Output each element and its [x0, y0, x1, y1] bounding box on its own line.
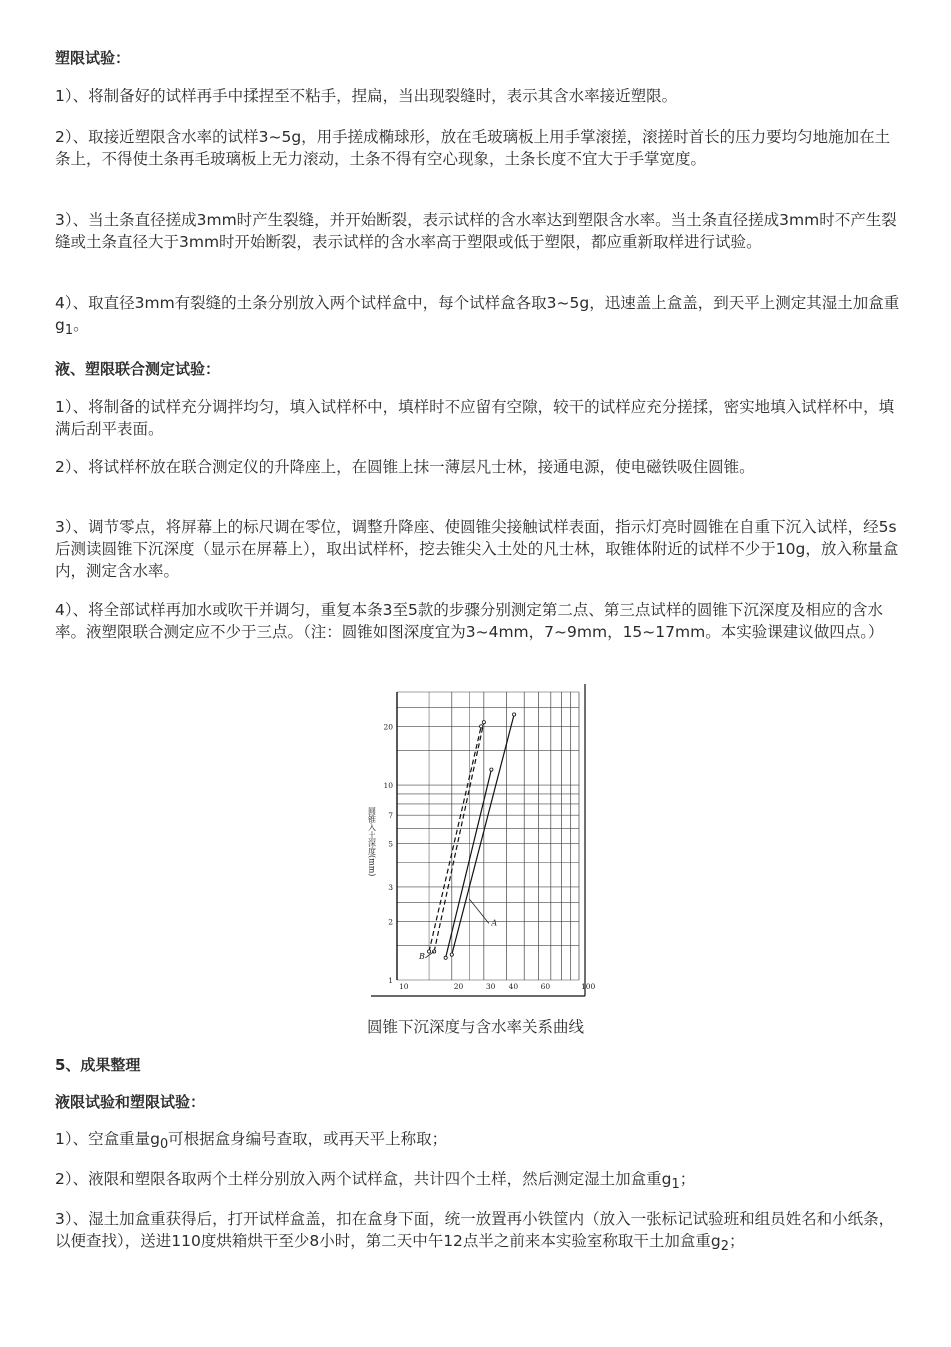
section-heading-plastic-limit: 塑限试验： — [55, 49, 131, 67]
paragraph: 2）、液限和塑限各取两个土样分别放入两个试样盒，共计四个土样，然后测定湿土加盒重$g_1$； — [55, 1170, 696, 1193]
subsection-heading: 液限试验和塑限试验： — [55, 1093, 206, 1111]
series-line-a — [446, 770, 492, 958]
paragraph: 2）、取接近塑限含水率的试样3~5g，用手搓成椭球形，放在毛玻璃板上用手掌滚搓，滚搓时首长的压力要均匀地施加在土条上，不得使土条再毛玻璃板上无力滚动，土条不得有空心现象，土条长度不宜大于手掌宽度。 — [55, 128, 891, 168]
x-tick-label: 100 — [581, 982, 596, 991]
data-point — [450, 953, 453, 956]
x-tick-label: 30 — [485, 982, 496, 991]
label-a-leader — [469, 899, 489, 923]
y-tick-label: 20 — [383, 722, 393, 732]
data-point — [513, 713, 516, 716]
paragraph: 1）、将制备好的试样再手中揉捏至不粘手，捏扁，当出现裂缝时，表示其含水率接近塑限。 — [55, 87, 678, 105]
y-tick-label: 1 — [388, 976, 393, 985]
paragraph: 1）、将制备的试样充分调拌均匀，填入试样杯中，填样时不应留有空隙，较干的试样应充分搓揉，密实地填入试样杯中，填满后刮平表面。 — [55, 398, 895, 438]
data-point — [480, 725, 483, 728]
paragraph: 4）、取直径3mm有裂缝的土条分别放入两个试样盒中，每个试样盒各取3~5g，迅速盖上盒盖，到天平上测定其湿土加盒重$g_1$。 — [55, 294, 900, 339]
y-tick-label: 2 — [388, 917, 393, 927]
y-tick-label: 3 — [388, 882, 393, 892]
x-tick-label: 20 — [453, 982, 464, 991]
x-tick-label: 60 — [540, 982, 551, 991]
y-tick-label: 7 — [388, 811, 393, 821]
chart-svg — [359, 682, 596, 1002]
cone-depth-chart — [359, 682, 596, 1002]
data-point — [427, 950, 430, 953]
x-tick-label: 10 — [399, 982, 409, 991]
section-heading-combined-test: 液、塑限联合测定试验： — [55, 360, 221, 378]
paragraph: 1）、空盒重量$g_0$可根据盒身编号查取，或再天平上称取； — [55, 1130, 448, 1153]
series-label-a: A — [491, 918, 498, 928]
series-line-unnamed-2 — [434, 722, 484, 951]
paragraph: 3）、调节零点，将屏幕上的标尺调在零位，调整升降座、使圆锥尖接触试样表面，指示灯亮时圆锥在自重下沉入试样，经5s后测读圆锥下沉深度（显示在屏幕上），取出试样杯，挖去锥尖入土处的凡士林，取锥体附近的试样不少于10g，放入称量盒内，测定含水率。 — [55, 518, 899, 580]
paragraph: 2）、将试样杯放在联合测定仪的升降座上，在圆锥上抹一薄层凡士林，接通电源，使电磁铁吸住圆锥。 — [55, 458, 755, 476]
section-heading-results: 5、成果整理 — [55, 1056, 141, 1074]
y-tick-label: 10 — [383, 781, 393, 791]
paragraph: 3）、湿土加盒重获得后，打开试样盒盖，扣在盒身下面，统一放置再小铁筐内（放入一张标记试验班和组员姓名和小纸条，以便查找），送进110度烘箱烘干至少8小时，第二天中午12点半之前来本实验室称取干土加盒重$g_2$； — [55, 1210, 895, 1255]
chart-series — [427, 713, 515, 959]
series-label-b: B — [418, 952, 425, 962]
y-axis-label: 圆锥入土深度(mm) — [367, 807, 377, 877]
chart-axes — [371, 684, 585, 996]
paragraph: 4）、将全部试样再加水或吹干并调匀，重复本条3至5款的步骤分别测定第二点、第三点试样的圆锥下沉深度及相应的含水率。液塑限联合测定应不少于三点。（注：圆锥如图深度宜为3~4mm，7~9mm，15~17mm。本实验课建议做四点。） — [55, 601, 884, 641]
chart-ticks — [383, 722, 595, 991]
chart-grid — [397, 692, 579, 980]
data-point — [444, 956, 447, 959]
figure-caption: 圆锥下沉深度与含水率关系曲线 — [366, 1018, 584, 1036]
y-tick-label: 5 — [388, 839, 393, 849]
paragraph: 3）、当土条直径搓成3mm时产生裂缝，并开始断裂，表示试样的含水率达到塑限含水率。当土条直径搓成3mm时不产生裂缝或土条直径大于3mm时开始断裂，表示试样的含水率高于塑限或低于塑限，都应重新取样进行试验。 — [55, 211, 897, 251]
data-point — [490, 768, 493, 771]
x-tick-label: 40 — [508, 982, 519, 991]
data-point — [482, 721, 485, 724]
